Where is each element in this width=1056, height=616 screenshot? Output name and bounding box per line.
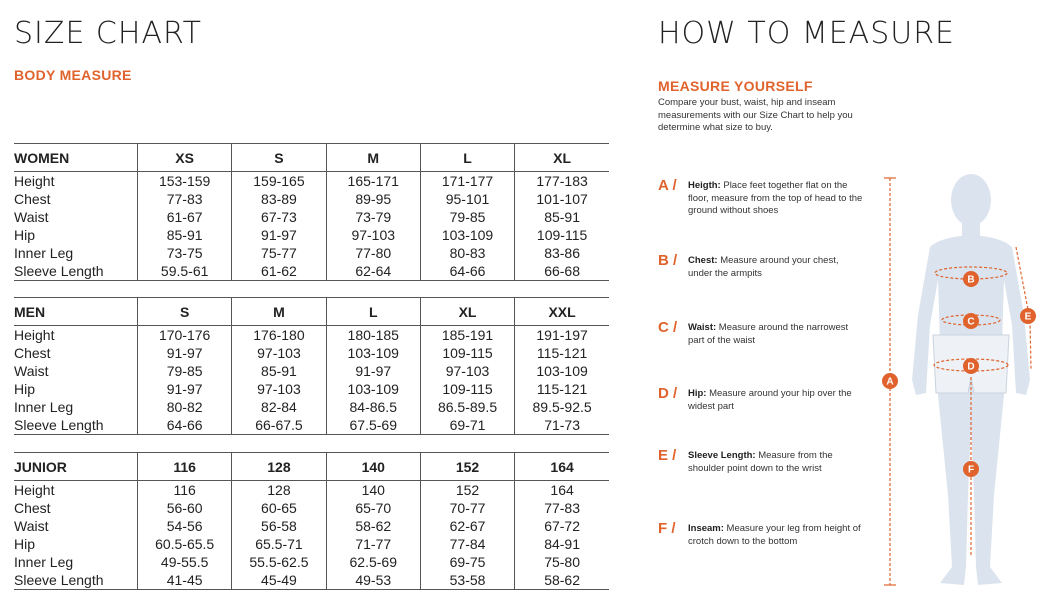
table-category-label: WOMEN bbox=[14, 144, 138, 172]
measure-value: 103-109 bbox=[515, 362, 609, 380]
measure-value: 54-56 bbox=[138, 517, 232, 535]
measure-label: Inner Leg bbox=[14, 399, 74, 415]
measure-value: 41-45 bbox=[138, 571, 232, 590]
measure-value: 180-185 bbox=[326, 326, 420, 345]
measure-value: 101-107 bbox=[515, 190, 609, 208]
size-header-cell: L bbox=[420, 144, 514, 172]
table-row bbox=[14, 362, 609, 380]
size-header-cell: S bbox=[232, 144, 326, 172]
measure-value: 69-75 bbox=[420, 553, 514, 571]
measure-value: 140 bbox=[326, 481, 420, 500]
step-term: Heigth: bbox=[688, 180, 721, 191]
table-row bbox=[14, 326, 609, 345]
measure-label: Chest bbox=[14, 345, 51, 361]
table-header-row bbox=[14, 453, 609, 481]
table-row bbox=[14, 380, 609, 398]
measure-value: 84-86.5 bbox=[326, 398, 420, 416]
measure-value: 60-65 bbox=[232, 499, 326, 517]
measure-value: 64-66 bbox=[420, 262, 514, 281]
measure-value: 80-82 bbox=[138, 398, 232, 416]
measure-value: 77-80 bbox=[326, 244, 420, 262]
table-category-label: MEN bbox=[14, 298, 138, 326]
measure-value: 67-73 bbox=[232, 208, 326, 226]
step-desc: Place feet together flat on the floor, measure from the top of head to the ground without shoes bbox=[688, 180, 863, 216]
table-row bbox=[14, 344, 609, 362]
measure-value: 165-171 bbox=[326, 172, 420, 191]
size-header-cell: 152 bbox=[420, 453, 514, 481]
measure-value: 91-97 bbox=[232, 226, 326, 244]
measure-value: 91-97 bbox=[138, 380, 232, 398]
measure-value: 164 bbox=[515, 481, 609, 500]
measure-value: 84-91 bbox=[515, 535, 609, 553]
measure-value: 86.5-89.5 bbox=[420, 398, 514, 416]
measure-value: 80-83 bbox=[420, 244, 514, 262]
measure-value: 59.5-61 bbox=[138, 262, 232, 281]
measure-value: 79-85 bbox=[420, 208, 514, 226]
measure-value: 85-91 bbox=[515, 208, 609, 226]
measure-value: 83-89 bbox=[232, 190, 326, 208]
measure-value: 73-79 bbox=[326, 208, 420, 226]
measure-value: 116 bbox=[138, 481, 232, 500]
size-header-cell: M bbox=[232, 298, 326, 326]
step-desc: Measure around the narrowest part of the waist bbox=[688, 322, 849, 346]
measure-value: 67-72 bbox=[515, 517, 609, 535]
measure-value: 77-83 bbox=[138, 190, 232, 208]
measure-value: 75-80 bbox=[515, 553, 609, 571]
measure-label: Waist bbox=[14, 209, 49, 225]
measure-value: 115-121 bbox=[515, 344, 609, 362]
size-header-cell: 140 bbox=[326, 453, 420, 481]
measure-value: 53-58 bbox=[420, 571, 514, 590]
measure-value: 62-67 bbox=[420, 517, 514, 535]
measure-value: 170-176 bbox=[138, 326, 232, 345]
table-header-row bbox=[14, 144, 609, 172]
measure-value: 109-115 bbox=[420, 380, 514, 398]
measure-value: 185-191 bbox=[420, 326, 514, 345]
measure-value: 62-64 bbox=[326, 262, 420, 281]
step-letter: D / bbox=[658, 385, 678, 402]
measure-value: 58-62 bbox=[326, 517, 420, 535]
table-row bbox=[14, 517, 609, 535]
measure-yourself-subtitle: MEASURE YOURSELF bbox=[658, 78, 813, 94]
size-header-cell: XXL bbox=[515, 298, 609, 326]
size-chart-title: SIZE CHART bbox=[14, 16, 202, 51]
measure-value: 95-101 bbox=[420, 190, 514, 208]
measure-label: Sleeve Length bbox=[14, 571, 138, 590]
measure-value: 89.5-92.5 bbox=[515, 398, 609, 416]
step-desc: Measure around your hip over the widest part bbox=[688, 388, 852, 412]
step-term: Inseam: bbox=[688, 523, 724, 534]
measure-value: 97-103 bbox=[232, 344, 326, 362]
step-desc: Measure around your chest, under the armpits bbox=[688, 255, 839, 279]
measure-label: Hip bbox=[14, 536, 36, 552]
step-desc: Measure your leg from height of crotch down to the bottom bbox=[688, 523, 861, 547]
table-row bbox=[14, 481, 609, 500]
size-header-cell: L bbox=[326, 298, 420, 326]
measure-value: 128 bbox=[232, 481, 326, 500]
measure-value: 62.5-69 bbox=[326, 553, 420, 571]
measure-label: Sleeve Length bbox=[14, 262, 138, 281]
step-letter: F / bbox=[658, 520, 676, 537]
step-letter: A / bbox=[658, 177, 677, 194]
table-header-row bbox=[14, 298, 609, 326]
measure-value: 66-67.5 bbox=[232, 416, 326, 435]
size-header-cell: XL bbox=[515, 144, 609, 172]
body-figure-illustration bbox=[870, 165, 1050, 595]
measure-value: 77-83 bbox=[515, 499, 609, 517]
measure-label: Height bbox=[14, 173, 55, 189]
table-row bbox=[14, 208, 609, 226]
measure-value: 56-60 bbox=[138, 499, 232, 517]
table-row bbox=[14, 535, 609, 553]
measure-label: Hip bbox=[14, 381, 36, 397]
marker-label-a: A bbox=[886, 376, 894, 388]
measure-value: 191-197 bbox=[515, 326, 609, 345]
step-term: Chest: bbox=[688, 255, 718, 266]
measure-value: 49-55.5 bbox=[138, 553, 232, 571]
measure-value: 83-86 bbox=[515, 244, 609, 262]
women-size-table bbox=[14, 143, 609, 281]
size-header-cell: XS bbox=[138, 144, 232, 172]
measure-value: 75-77 bbox=[232, 244, 326, 262]
step-letter: B / bbox=[658, 252, 678, 269]
measure-value: 45-49 bbox=[232, 571, 326, 590]
measure-value: 61-62 bbox=[232, 262, 326, 281]
measure-value: 103-109 bbox=[326, 344, 420, 362]
step-desc: Measure from the shoulder point down to the wrist bbox=[688, 450, 833, 474]
measure-value: 70-77 bbox=[420, 499, 514, 517]
measure-value: 77-84 bbox=[420, 535, 514, 553]
measure-label: Hip bbox=[14, 227, 36, 243]
measure-value: 115-121 bbox=[515, 380, 609, 398]
step-letter: E / bbox=[658, 447, 677, 464]
marker-label-d: D bbox=[967, 361, 975, 373]
size-header-cell: 128 bbox=[232, 453, 326, 481]
measure-value: 85-91 bbox=[138, 226, 232, 244]
junior-size-table bbox=[14, 452, 609, 590]
measure-value: 159-165 bbox=[232, 172, 326, 191]
table-category-label: JUNIOR bbox=[14, 453, 138, 481]
measure-value: 69-71 bbox=[420, 416, 514, 435]
marker-label-c: C bbox=[967, 316, 975, 328]
measure-value: 97-103 bbox=[232, 380, 326, 398]
measure-value: 97-103 bbox=[420, 362, 514, 380]
measure-value: 171-177 bbox=[420, 172, 514, 191]
step-term: Waist: bbox=[688, 322, 717, 333]
measure-value: 71-77 bbox=[326, 535, 420, 553]
marker-label-e: E bbox=[1024, 311, 1032, 323]
measure-value: 82-84 bbox=[232, 398, 326, 416]
marker-label-b: B bbox=[967, 274, 975, 286]
measure-value: 91-97 bbox=[138, 344, 232, 362]
measure-value: 89-95 bbox=[326, 190, 420, 208]
size-header-cell: M bbox=[326, 144, 420, 172]
measure-value: 60.5-65.5 bbox=[138, 535, 232, 553]
measure-label: Height bbox=[14, 482, 55, 498]
measure-label: Waist bbox=[14, 363, 49, 379]
size-header-cell: S bbox=[138, 298, 232, 326]
measure-value: 79-85 bbox=[138, 362, 232, 380]
measure-value: 97-103 bbox=[326, 226, 420, 244]
size-header-cell: XL bbox=[420, 298, 514, 326]
step-term: Hip: bbox=[688, 388, 707, 399]
table-row bbox=[14, 398, 609, 416]
measure-value: 85-91 bbox=[232, 362, 326, 380]
measure-value: 103-109 bbox=[420, 226, 514, 244]
men-size-table bbox=[14, 297, 609, 435]
table-row bbox=[14, 416, 609, 435]
table-row bbox=[14, 262, 609, 281]
measure-value: 64-66 bbox=[138, 416, 232, 435]
measure-value: 56-58 bbox=[232, 517, 326, 535]
measure-value: 109-115 bbox=[515, 226, 609, 244]
table-row bbox=[14, 499, 609, 517]
table-row bbox=[14, 244, 609, 262]
marker-label-f: F bbox=[967, 464, 975, 476]
measure-value: 73-75 bbox=[138, 244, 232, 262]
measure-value: 176-180 bbox=[232, 326, 326, 345]
table-row bbox=[14, 172, 609, 191]
measure-value: 152 bbox=[420, 481, 514, 500]
step-letter: C / bbox=[658, 319, 678, 336]
measure-label: Inner Leg bbox=[14, 245, 74, 261]
measure-value: 109-115 bbox=[420, 344, 514, 362]
table-row bbox=[14, 553, 609, 571]
measure-label: Waist bbox=[14, 518, 49, 534]
table-row bbox=[14, 226, 609, 244]
step-term: Sleeve Length: bbox=[688, 450, 756, 461]
table-row bbox=[14, 571, 609, 590]
measure-value: 153-159 bbox=[138, 172, 232, 191]
measure-label: Height bbox=[14, 327, 55, 343]
measure-value: 49-53 bbox=[326, 571, 420, 590]
measure-value: 91-97 bbox=[326, 362, 420, 380]
measure-value: 61-67 bbox=[138, 208, 232, 226]
size-header-cell: 116 bbox=[138, 453, 232, 481]
measure-label: Sleeve Length bbox=[14, 416, 138, 435]
measure-value: 67.5-69 bbox=[326, 416, 420, 435]
size-header-cell: 164 bbox=[515, 453, 609, 481]
measure-label: Chest bbox=[14, 500, 51, 516]
measure-value: 66-68 bbox=[515, 262, 609, 281]
measure-value: 65.5-71 bbox=[232, 535, 326, 553]
measure-value: 71-73 bbox=[515, 416, 609, 435]
measure-value: 65-70 bbox=[326, 499, 420, 517]
measure-value: 55.5-62.5 bbox=[232, 553, 326, 571]
measure-value: 58-62 bbox=[515, 571, 609, 590]
table-row bbox=[14, 190, 609, 208]
measure-value: 177-183 bbox=[515, 172, 609, 191]
measure-label: Inner Leg bbox=[14, 554, 74, 570]
how-to-measure-title: HOW TO MEASURE bbox=[658, 16, 956, 51]
measure-label: Chest bbox=[14, 191, 51, 207]
intro-text: Compare your bust, waist, hip and inseam measurements with our Size Chart to help you determine what size to buy. bbox=[658, 97, 853, 133]
measure-value: 103-109 bbox=[326, 380, 420, 398]
body-measure-subtitle: BODY MEASURE bbox=[14, 67, 132, 83]
